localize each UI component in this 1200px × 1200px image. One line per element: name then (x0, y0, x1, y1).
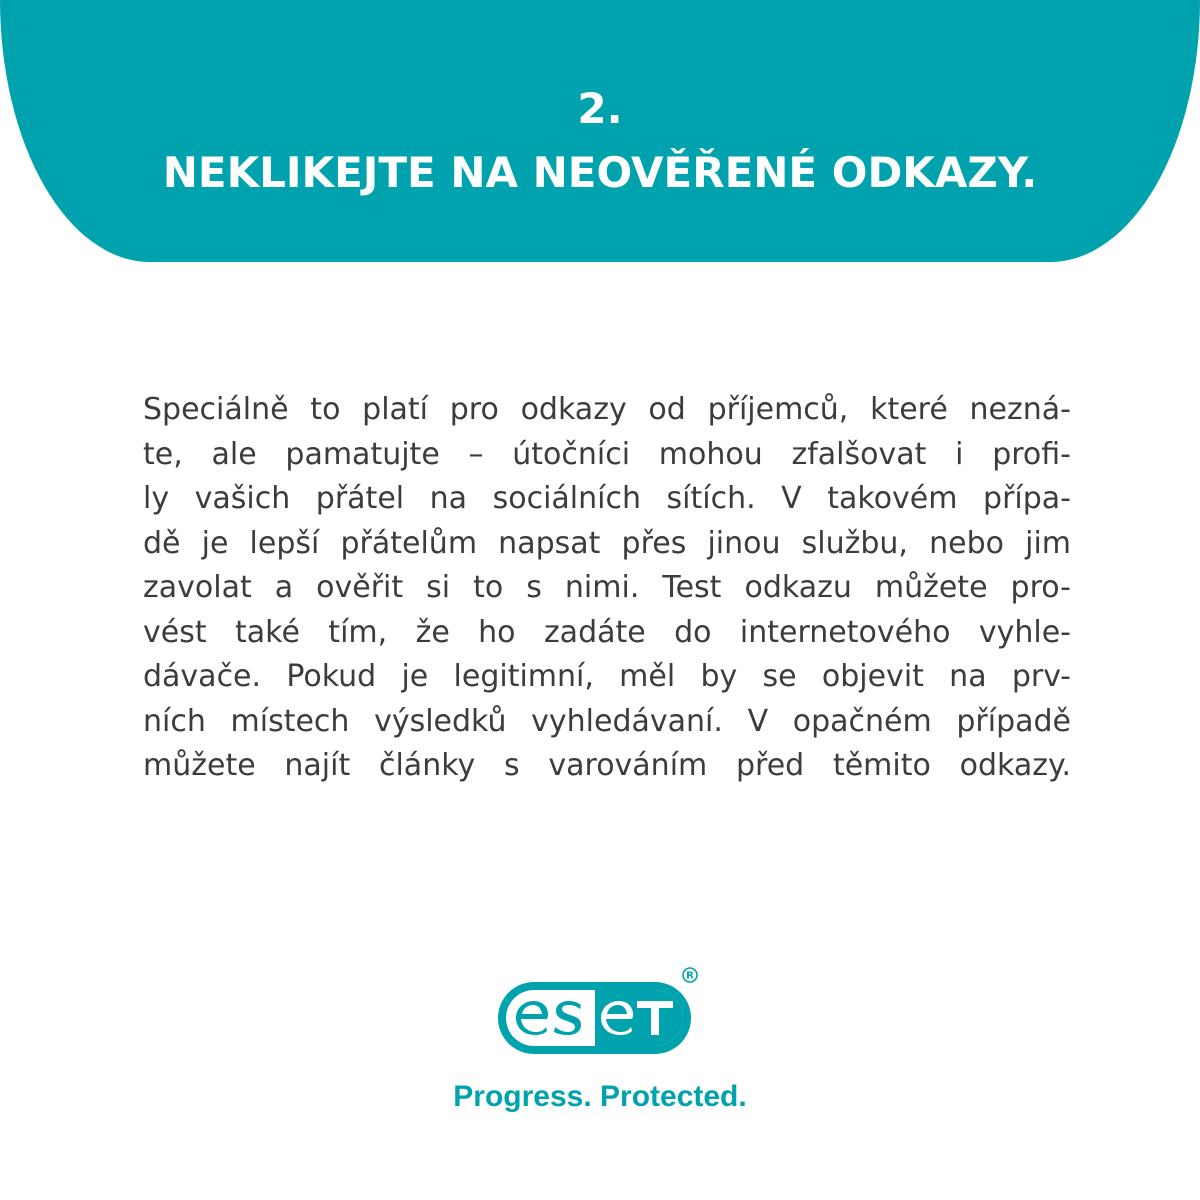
body-paragraph (143, 388, 1071, 789)
body-line: Speciálně to platí pro odkazy od příjemců, které nezná- (143, 392, 1071, 427)
tip-title: NEKLIKEJTE NA NEOVĚŘENÉ ODKAZY. (162, 148, 1038, 197)
body-line: můžete najít články s varováním před těmito odkazy. (143, 748, 1071, 783)
body-line: ních místech výsledků vyhledávaní. V opačném případě (143, 703, 1071, 739)
svg-text:R: R (686, 970, 694, 982)
body-line: dávače. Pokud je legitimní, měl by se objevit na prv- (143, 659, 1071, 694)
body-line: dě je lepší přátelům napsat přes jinou službu, nebo jim (143, 525, 1071, 561)
tip-number: 2. (577, 84, 623, 133)
body-line: vést také tím, že ho zadáte do internetového vyhle- (143, 614, 1071, 650)
body-line: ly vašich přátel na sociálních sítích. V takovém přípa- (143, 481, 1071, 516)
tagline: Progress. Protected. (453, 1080, 747, 1113)
eset-logo (495, 965, 705, 1060)
body-line: zavolat a ověřit si to s nimi. Test odkazu můžete pro- (143, 570, 1071, 605)
body-line: te, ale pamatujte – útočníci mohou zfalšovat i profi- (143, 436, 1071, 472)
